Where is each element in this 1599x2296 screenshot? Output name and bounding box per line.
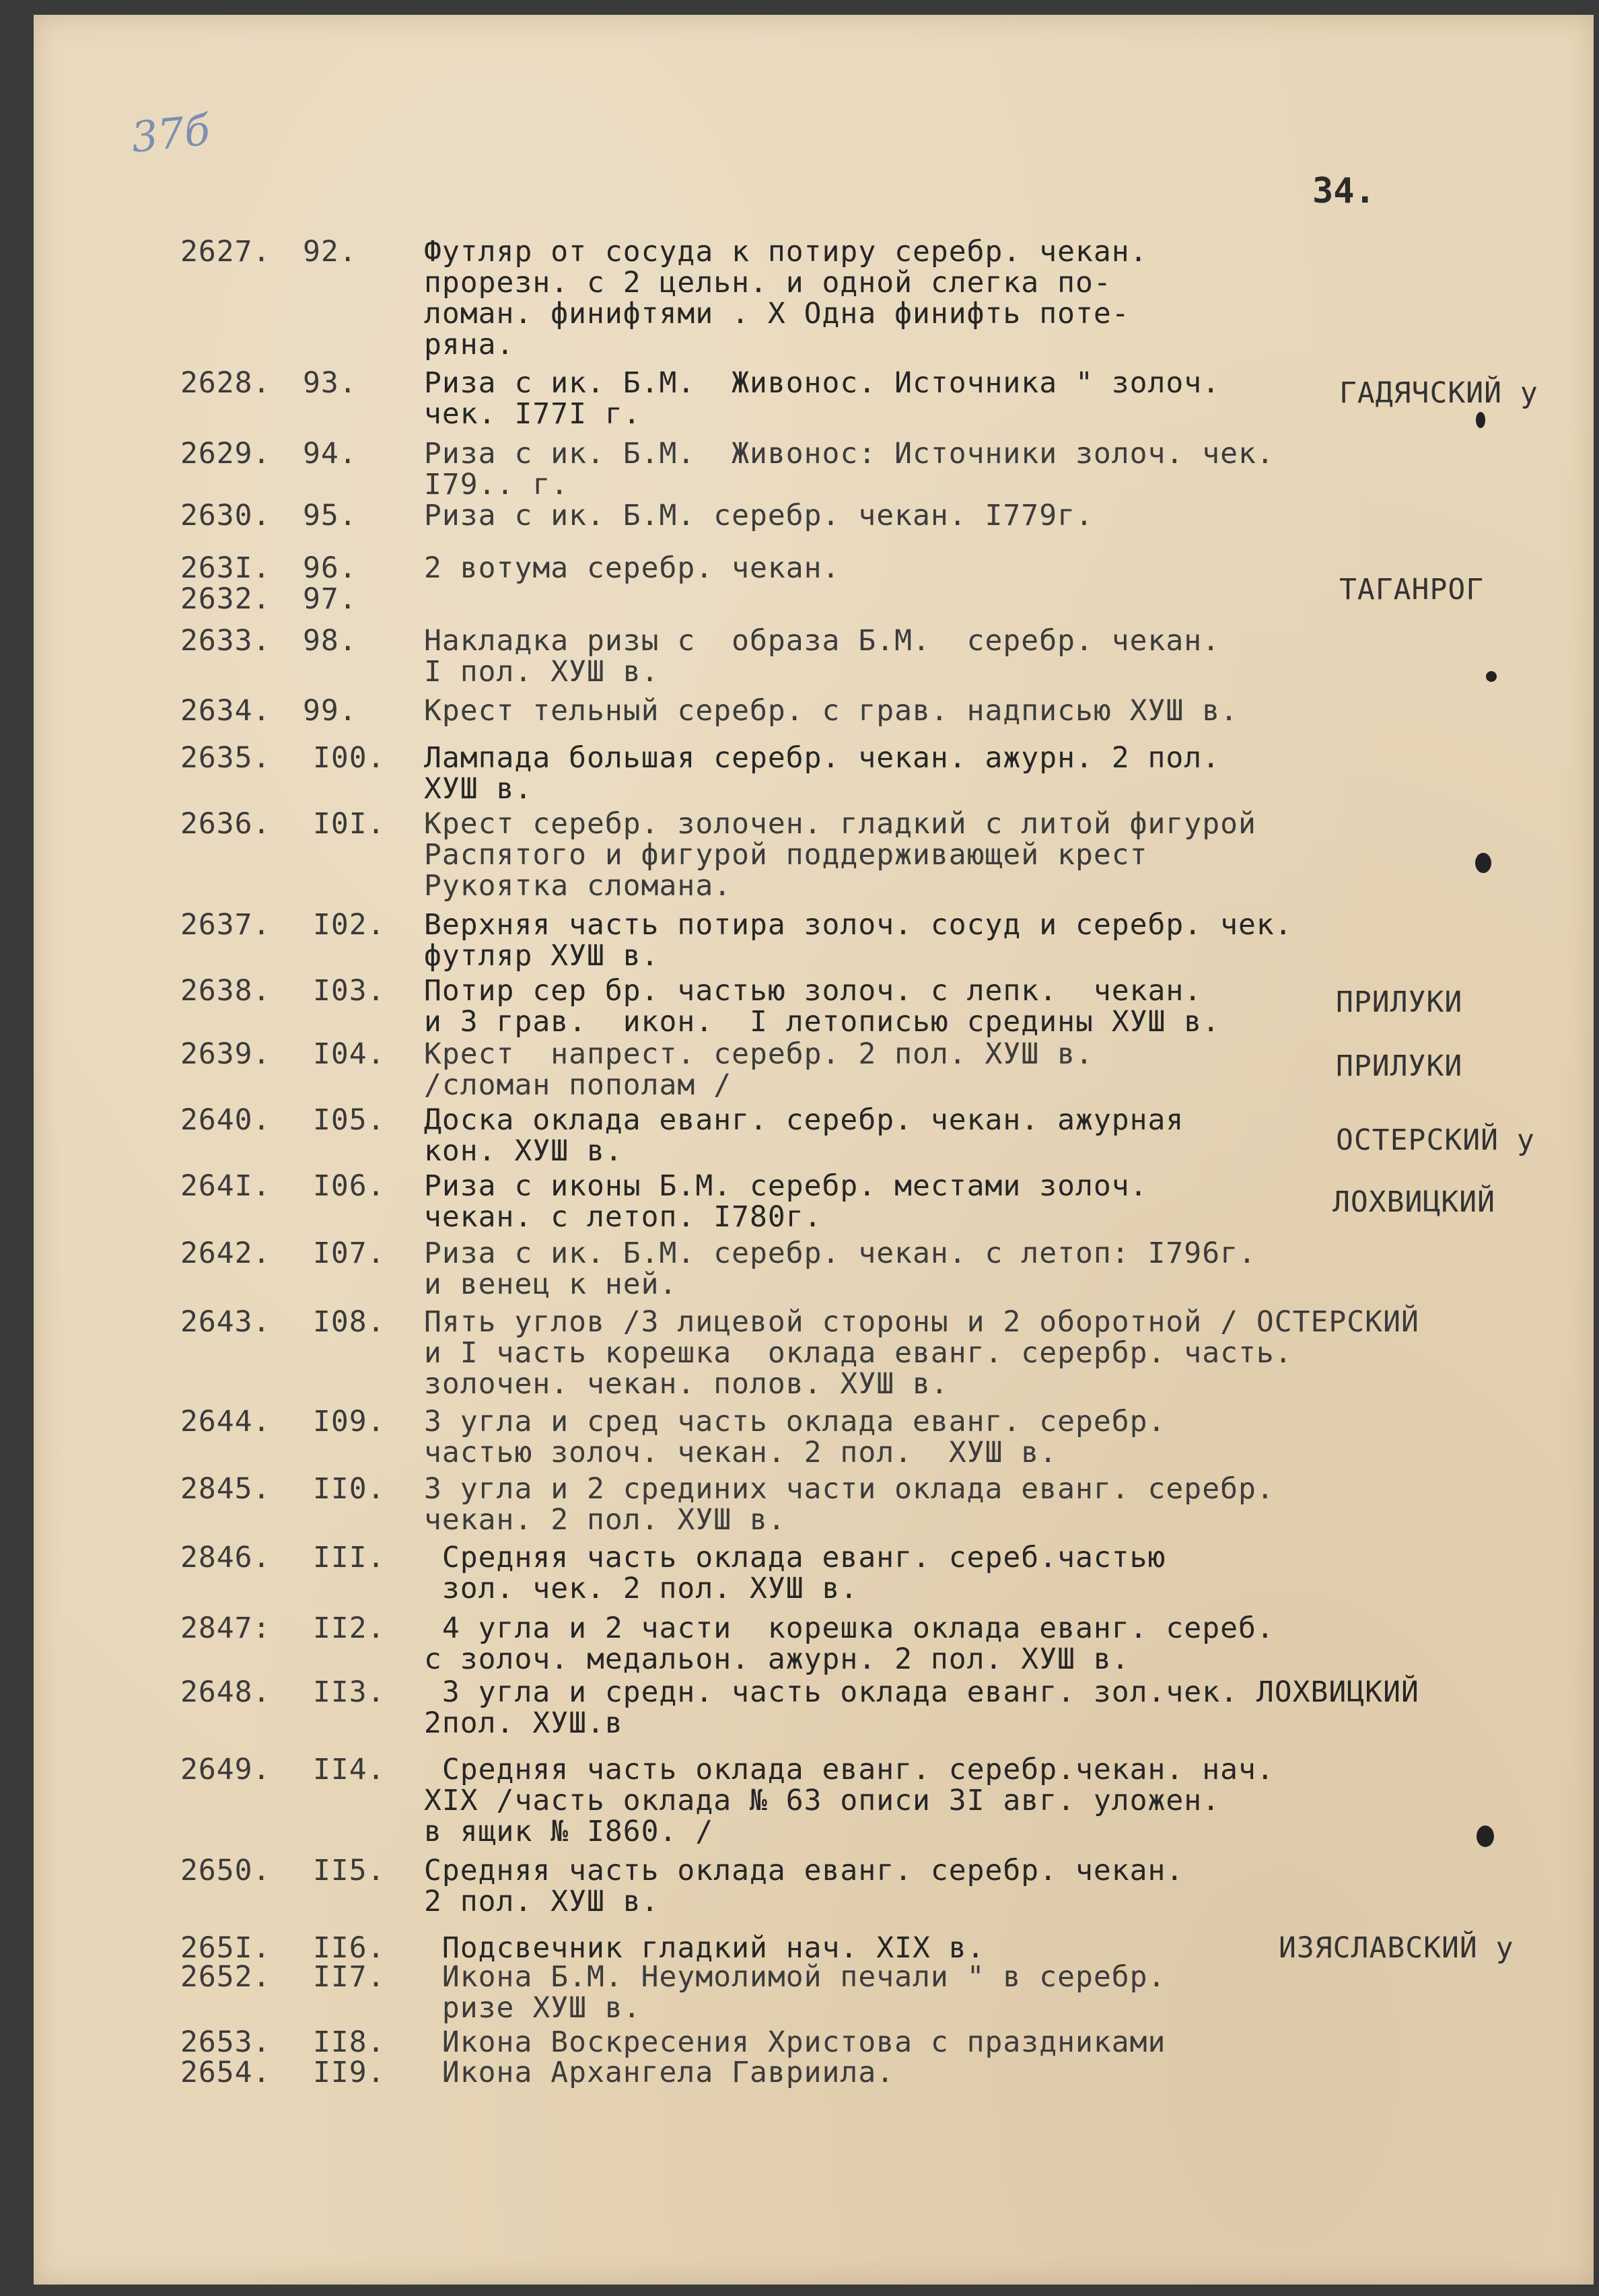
entry-subnumber: І05. [313, 1103, 386, 1137]
entry-number: 2847: [180, 1611, 271, 1645]
entry-text-line: и венец к ней. [424, 1267, 678, 1301]
region-label: ГАДЯЧСКИЙ у [1339, 376, 1538, 410]
entry-number: 2643. [180, 1305, 271, 1339]
entry-subnumber: 94. [303, 437, 357, 471]
entry-subnumber: І02. [313, 908, 386, 942]
region-label: ПРИЛУКИ [1336, 985, 1463, 1019]
entry-text-line: Подсвечник гладкий нач. ХІХ в. [424, 1931, 985, 1965]
entry-text-line: ХУШ в. [424, 772, 533, 806]
entry-number: 2640. [180, 1103, 271, 1137]
entry-text-line: Накладка ризы с образа Б.М. серебр. чекан. [424, 624, 1221, 658]
entry-text-line: ХІХ /часть оклада № 63 описи 3І авг. уложен. [424, 1784, 1221, 1817]
entry-subnumber: І04. [313, 1037, 386, 1071]
entry-text-line: Крест напрест. серебр. 2 пол. ХУШ в. [424, 1037, 1094, 1071]
entry-number: 2652. [180, 1960, 271, 1994]
entry-text-line: Крест тельный серебр. с грав. надписью ХУШ в. [424, 694, 1238, 728]
entry-text-line: Футляр от сосуда к потиру серебр. чекан. [424, 235, 1148, 269]
entry-subnumber: І09. [313, 1405, 386, 1438]
entry-text-line: Крест серебр. золочен. гладкий с литой фигурой [424, 807, 1256, 841]
entry-text-line: Риза с ик. Б.М. серебр. чекан. І779г. [424, 499, 1094, 532]
entry-subnumber: І03. [313, 974, 386, 1008]
entry-number: 2635. [180, 741, 271, 775]
entry-text-line: 3 угла и средн. часть оклада еванг. зол.чек. ЛОХВИЦКИЙ [424, 1675, 1419, 1709]
entry-text-line: зол. чек. 2 пол. ХУШ в. [424, 1572, 859, 1605]
entry-text-line: в ящик № І860. / [424, 1815, 714, 1848]
entry-subnumber: І00. [313, 741, 386, 775]
entry-number: 2629. [180, 437, 271, 471]
entry-subnumber: 93. [303, 366, 357, 400]
entry-subnumber: ІІ7. [313, 1960, 386, 1994]
entry-subnumber: ІІ3. [313, 1675, 386, 1709]
region-label: ОСТЕРСКИЙ у [1336, 1123, 1535, 1157]
entry-number: 2637. [180, 908, 271, 942]
entry-text-line: Риза с ик. Б.М. серебр. чекан. с летоп: І796г. [424, 1237, 1256, 1270]
entry-text-line: и І часть корешка оклада еванг. серербр. часть. [424, 1336, 1293, 1370]
entry-subnumber: ІІ2. [313, 1611, 386, 1645]
entry-subnumber: 99. [303, 694, 357, 728]
entry-text-line: футляр ХУШ в. [424, 939, 660, 973]
entry-number: 2649. [180, 1753, 271, 1786]
entry-number: 2642. [180, 1237, 271, 1270]
entry-number: 2639. [180, 1037, 271, 1071]
region-label: ИЗЯСЛАВСКИЙ у [1279, 1931, 1514, 1965]
entry-text-line: Риза с ик. Б.М. Живонос. Источника " золоч. [424, 366, 1221, 400]
entry-text-line: І пол. ХУШ в. [424, 655, 660, 689]
entry-text-line: Икона Архангела Гавриила. [424, 2056, 895, 2089]
entry-subnumber: ІІ4. [313, 1753, 386, 1786]
ink-speck [1477, 1825, 1494, 1847]
entry-subnumber: ІІ9. [313, 2056, 386, 2089]
entry-text-line: золочен. чекан. полов. ХУШ в. [424, 1367, 949, 1401]
entry-number: 2627. [180, 235, 271, 269]
entry-text-line: Распятого и фигурой поддерживающей крест [424, 838, 1148, 872]
entry-text-line: с золоч. медальон. ажурн. 2 пол. ХУШ в. [424, 1642, 1130, 1676]
region-label: ЛОХВИЦКИЙ [1332, 1185, 1495, 1219]
entry-text-line: 4 угла и 2 части корешка оклада еванг. сереб. [424, 1611, 1275, 1645]
region-label: ТАГАНРОГ [1339, 573, 1485, 606]
entry-number: 2632. [180, 582, 271, 616]
entry-number: 2630. [180, 499, 271, 532]
entry-text-line: Пять углов /3 лицевой стороны и 2 оборотной / ОСТЕРСКИЙ [424, 1305, 1419, 1339]
entry-text-line: Риза с иконы Б.М. серебр. местами золоч. [424, 1169, 1148, 1203]
entry-subnumber: ІІІ. [313, 1541, 386, 1574]
entry-number: 2846. [180, 1541, 271, 1574]
entry-subnumber: І06. [313, 1169, 386, 1203]
ink-speck [1476, 412, 1485, 428]
ink-speck [1475, 853, 1491, 873]
entry-text-line: кон. ХУШ в. [424, 1134, 623, 1168]
entry-text-line: Доска оклада еванг. серебр. чекан. ажурная [424, 1103, 1184, 1137]
entry-subnumber: 97. [303, 582, 357, 616]
entry-number: 2644. [180, 1405, 271, 1438]
entry-number: 2650. [180, 1854, 271, 1887]
entry-number: 2653. [180, 2025, 271, 2059]
entry-number: 2633. [180, 624, 271, 658]
document-sheet [34, 15, 1594, 2285]
archive-mark: 37б [129, 105, 213, 162]
entry-number: 265І. [180, 1931, 271, 1965]
entry-subnumber: 96. [303, 551, 357, 585]
entry-subnumber: І07. [313, 1237, 386, 1270]
entry-text-line: чекан. 2 пол. ХУШ в. [424, 1503, 786, 1537]
entry-number: 2654. [180, 2056, 271, 2089]
entry-subnumber: ІІ8. [313, 2025, 386, 2059]
entry-text-line: ряна. [424, 328, 515, 361]
entry-text-line: Икона Воскресения Христова с праздниками [424, 2025, 1166, 2059]
entry-number: 2845. [180, 1472, 271, 1506]
entry-text-line: Средняя часть оклада еванг. серебр. чекан. [424, 1854, 1184, 1887]
entry-text-line: ломан. финифтями . Х Одна финифть поте- [424, 297, 1130, 331]
entry-text-line: 3 угла и сред часть оклада еванг. серебр. [424, 1405, 1166, 1438]
ink-speck [1486, 671, 1497, 682]
entry-subnumber: 92. [303, 235, 357, 269]
entry-text-line: Риза с ик. Б.М. Живонос: Источники золоч. чек. [424, 437, 1275, 471]
entry-text-line: Средняя часть оклада еванг. серебр.чекан. нач. [424, 1753, 1275, 1786]
region-label: ПРИЛУКИ [1336, 1049, 1463, 1083]
entry-subnumber: 98. [303, 624, 357, 658]
entry-text-line: и 3 грав. икон. І летописью средины ХУШ в. [424, 1005, 1221, 1039]
page-number: 34. [1312, 171, 1376, 211]
entry-text-line: 3 угла и 2 срединих части оклада еванг. серебр. [424, 1472, 1275, 1506]
entry-subnumber: І08. [313, 1305, 386, 1339]
entry-number: 2636. [180, 807, 271, 841]
entry-text-line: Рукоятка сломана. [424, 869, 732, 903]
entry-text-line: 2пол. ХУШ.в [424, 1706, 623, 1740]
entry-text-line: чек. І77І г. [424, 397, 641, 431]
entry-text-line: Потир сер бр. частью золоч. с лепк. чекан. [424, 974, 1203, 1008]
entry-subnumber: ІІ6. [313, 1931, 386, 1965]
entry-text-line: Средняя часть оклада еванг. сереб.частью [424, 1541, 1166, 1574]
entry-subnumber: 95. [303, 499, 357, 532]
entry-number: 2648. [180, 1675, 271, 1709]
entry-text-line: Верхняя часть потира золоч. сосуд и серебр. чек. [424, 908, 1293, 942]
entry-text-line: частью золоч. чекан. 2 пол. ХУШ в. [424, 1436, 1058, 1469]
entry-text-line: чекан. с летоп. І780г. [424, 1200, 822, 1234]
entry-text-line: /сломан пополам / [424, 1068, 732, 1102]
entry-text-line: ризе ХУШ в. [424, 1991, 641, 2025]
entry-number: 264І. [180, 1169, 271, 1203]
entry-subnumber: ІІ0. [313, 1472, 386, 1506]
entry-number: 263І. [180, 551, 271, 585]
entry-text-line: 2 пол. ХУШ в. [424, 1885, 660, 1918]
entry-text-line: 2 вотума серебр. чекан. [424, 551, 841, 585]
entry-text-line: Икона Б.М. Неумолимой печали " в серебр. [424, 1960, 1166, 1994]
entry-text-line: Лампада большая серебр. чекан. ажурн. 2 пол. [424, 741, 1221, 775]
entry-subnumber: ІІ5. [313, 1854, 386, 1887]
entry-number: 2638. [180, 974, 271, 1008]
entry-number: 2628. [180, 366, 271, 400]
entry-text-line: прорезн. с 2 цельн. и одной слегка по- [424, 266, 1112, 300]
entry-number: 2634. [180, 694, 271, 728]
entry-text-line: І79.. г. [424, 468, 569, 501]
entry-subnumber: І0І. [313, 807, 386, 841]
